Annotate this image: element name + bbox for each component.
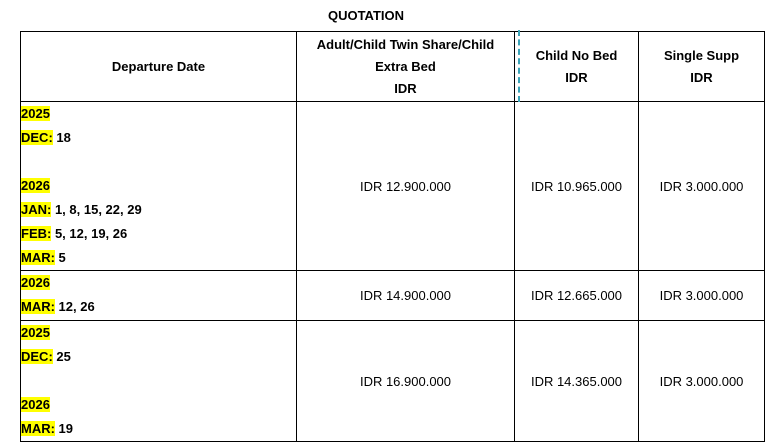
date-line	[21, 198, 296, 222]
year-label: 2026	[21, 397, 50, 412]
column-resize-handle[interactable]	[518, 30, 524, 102]
month-label: JAN:	[21, 202, 52, 217]
month-label: MAR:	[21, 421, 55, 436]
date-line	[21, 295, 296, 319]
header-departure-label: Departure Date	[111, 58, 206, 74]
spacer	[21, 150, 296, 174]
month-label: MAR:	[21, 299, 55, 314]
header-single-supp	[639, 32, 765, 102]
year-label: 2025	[21, 106, 50, 121]
departure-dates-cell	[21, 321, 297, 442]
table-row	[21, 102, 765, 271]
days-label: 5, 12, 19, 26	[51, 226, 128, 241]
price-single-supp: IDR 3.000.000	[639, 321, 765, 442]
days-label: 19	[54, 421, 74, 436]
date-line	[21, 222, 296, 246]
header-single-line-2: IDR	[690, 69, 713, 85]
date-line	[21, 417, 296, 441]
date-line	[21, 345, 296, 369]
date-line	[21, 174, 296, 198]
days-label: 18	[52, 130, 71, 145]
departure-dates-cell	[21, 102, 297, 271]
year-label: 2026	[21, 178, 50, 193]
departure-dates-cell	[21, 271, 297, 321]
header-child-no-bed	[515, 32, 639, 102]
month-label: MAR:	[21, 250, 55, 265]
date-line	[21, 126, 296, 150]
header-child-line-2: IDR	[565, 69, 588, 85]
header-child-line-1: Child No Bed	[535, 47, 618, 63]
quotation-table	[20, 31, 765, 442]
days-label: 1, 8, 15, 22, 29	[51, 202, 142, 217]
header-twin-line-1: Adult/Child Twin Share/Child	[316, 36, 495, 52]
price-twin-share: IDR 12.900.000	[297, 102, 515, 271]
header-twin-share	[297, 32, 515, 102]
date-line	[21, 393, 296, 417]
header-single-line-1: Single Supp	[663, 47, 740, 63]
price-twin-share: IDR 14.900.000	[297, 271, 515, 321]
price-child-no-bed: IDR 14.365.000	[515, 321, 639, 442]
price-twin-share: IDR 16.900.000	[297, 321, 515, 442]
month-label: DEC:	[21, 349, 53, 364]
price-single-supp: IDR 3.000.000	[639, 102, 765, 271]
price-single-supp: IDR 3.000.000	[639, 271, 765, 321]
date-line	[21, 321, 296, 345]
header-row	[21, 32, 765, 102]
price-child-no-bed: IDR 12.665.000	[515, 271, 639, 321]
month-label: FEB:	[21, 226, 52, 241]
page-title: QUOTATION	[327, 8, 405, 23]
days-label: 12, 26	[54, 299, 95, 314]
price-child-no-bed: IDR 10.965.000	[515, 102, 639, 271]
table-row	[21, 321, 765, 442]
year-label: 2026	[21, 275, 50, 290]
spacer	[21, 369, 296, 393]
header-departure-date	[21, 32, 297, 102]
year-label: 2025	[21, 325, 50, 340]
days-label: 25	[52, 349, 71, 364]
date-line	[21, 271, 296, 295]
header-twin-line-3: IDR	[394, 80, 417, 96]
month-label: DEC:	[21, 130, 53, 145]
date-line	[21, 246, 296, 270]
days-label: 5	[54, 250, 66, 265]
date-line	[21, 102, 296, 126]
table-row	[21, 271, 765, 321]
header-twin-line-2: Extra Bed	[375, 58, 436, 74]
